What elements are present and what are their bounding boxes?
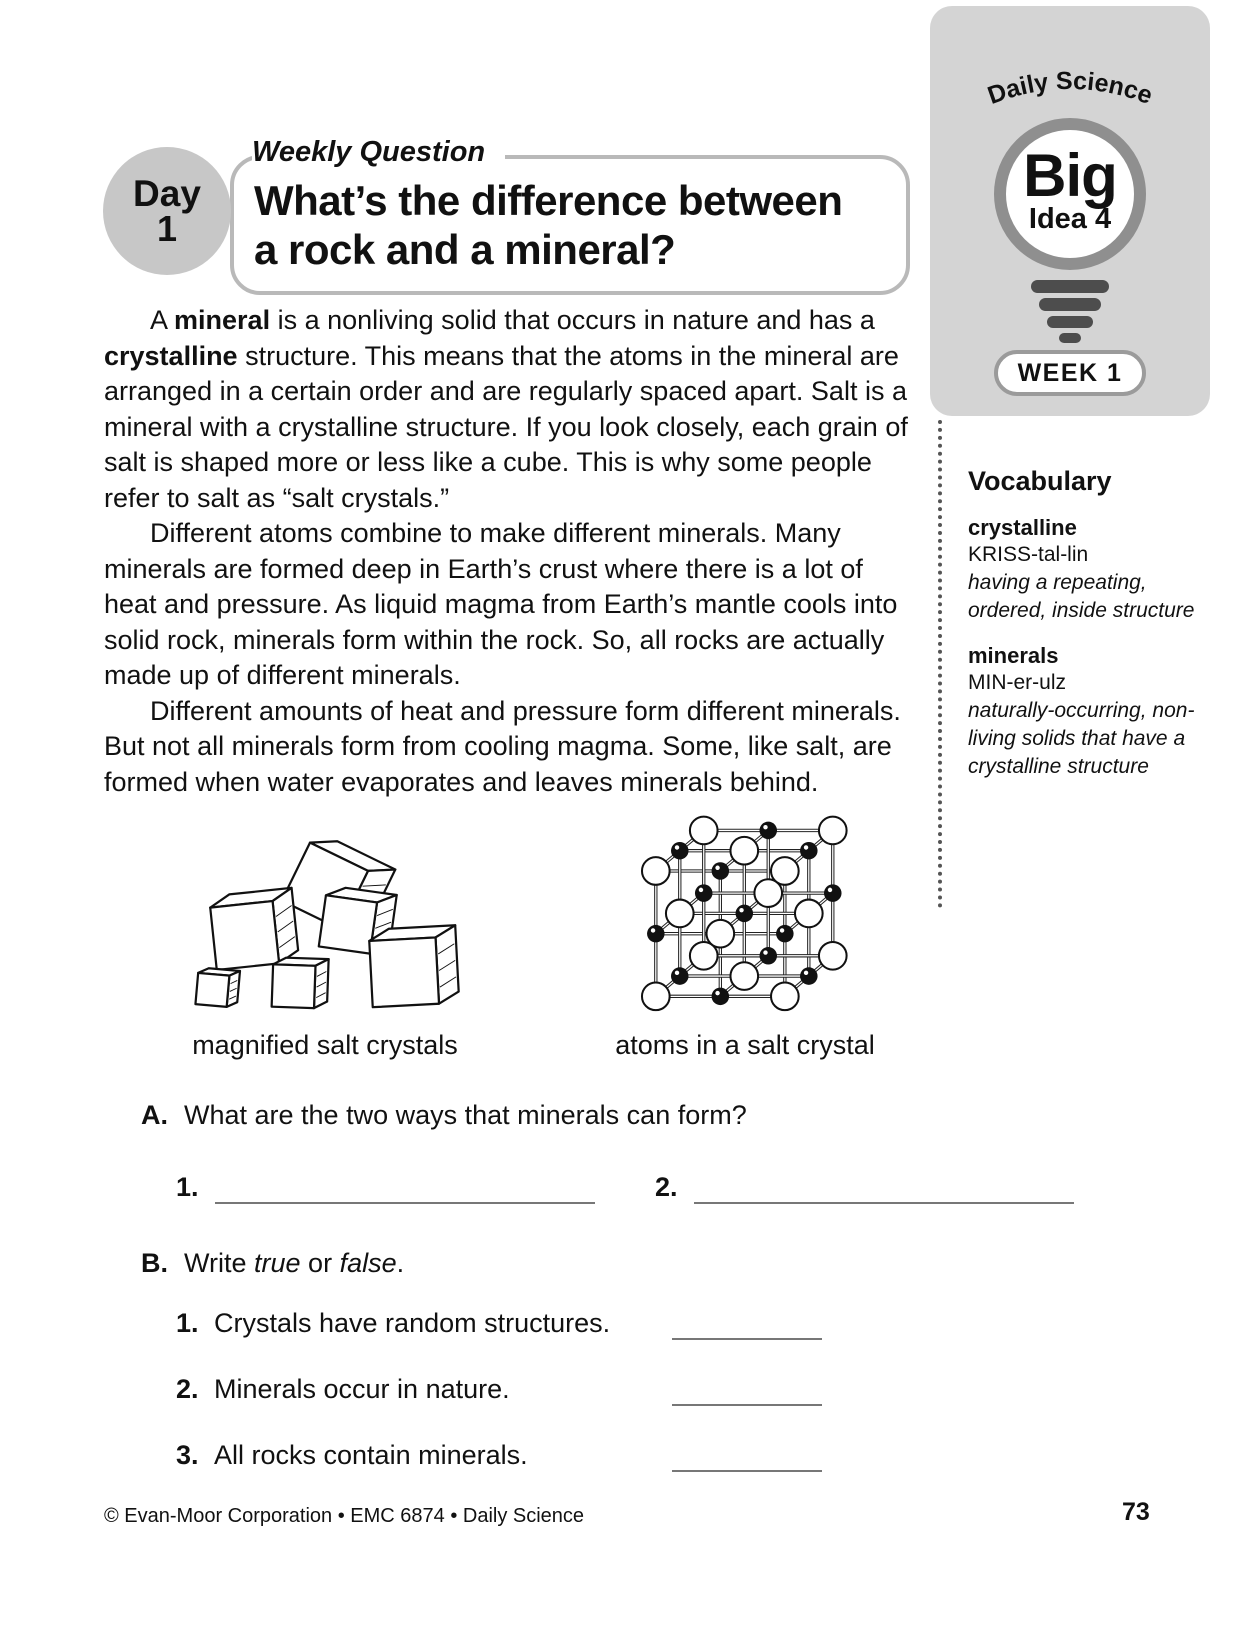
- dotted-divider: [938, 420, 942, 908]
- vocab-pronunciation: KRISS-tal-lin: [968, 543, 1089, 566]
- vocab-term: crystalline: [968, 515, 1077, 540]
- p1-bold-mineral: mineral: [174, 305, 271, 335]
- p1-text-3: structure. This means that the atoms in the mineral are arranged in a certain order and are regularly spaced apart. Salt is a mineral with a crystalline structure. If you look closely, each grain of salt is shaped more or less like a cube. This is why some people refer to salt as “salt crystals.”: [104, 340, 908, 513]
- svg-text:Daily Science: [984, 67, 1156, 110]
- paragraph-3: Different amounts of heat and pressure form different minerals. But not all minerals form from cooling magma. Some, like salt, are formed when water evaporates and leaves minerals behind.: [104, 695, 901, 797]
- vocabulary-sidebar: [968, 466, 1203, 781]
- item-number: 3.: [176, 1440, 199, 1470]
- footer-credit: © Evan-Moor Corporation • EMC 6874 • Daily Science: [104, 1505, 585, 1527]
- item-number: 1.: [176, 1308, 199, 1338]
- answer-2-label: 2.: [655, 1172, 678, 1202]
- paragraph-1: [104, 303, 908, 516]
- day-badge: [103, 147, 231, 275]
- salt-crystals-illustration: [182, 812, 468, 1024]
- lightbulb-icon: [930, 280, 1210, 343]
- question-b-text-2: or: [300, 1248, 340, 1278]
- vocab-entry-minerals: [968, 643, 1203, 781]
- item-text: Crystals have random structures.: [214, 1308, 611, 1338]
- week-badge: WEEK 1: [994, 350, 1146, 396]
- vocab-term: minerals: [968, 643, 1059, 668]
- true-false-blank-1[interactable]: [672, 1308, 822, 1340]
- p1-text-1: A: [150, 305, 175, 335]
- vocab-definition: having a repeating, ordered, inside structure: [968, 571, 1195, 622]
- question-a-label: A.: [141, 1100, 168, 1130]
- figures-row: [130, 812, 910, 1061]
- page-title: [254, 176, 842, 274]
- weekly-question-label: Weekly Question: [252, 136, 505, 173]
- figure-salt-crystals: [130, 812, 520, 1061]
- big-word: Big: [1023, 142, 1117, 209]
- answer-1-blank[interactable]: [215, 1172, 595, 1204]
- question-b-text-1: Write: [184, 1248, 255, 1278]
- day-number: 1: [156, 208, 178, 249]
- question-a-text: What are the two ways that minerals can form?: [184, 1100, 747, 1130]
- page-number: 73: [1122, 1498, 1150, 1526]
- vocabulary-heading: Vocabulary: [968, 466, 1112, 496]
- daily-science-arch: [940, 48, 1200, 128]
- question-b: [141, 1248, 404, 1279]
- article-text: [104, 303, 908, 800]
- day-label: Day: [133, 173, 201, 214]
- p1-text-2: is a nonliving solid that occurs in nature and has a: [270, 305, 875, 335]
- salt-atoms-illustration: [630, 812, 860, 1024]
- vocab-definition: naturally-occurring, non-living solids that have a crystalline structure: [968, 699, 1195, 778]
- paragraph-2: Different atoms combine to make different minerals. Many minerals are formed deep in Earth’s crust where there is a lot of heat and pressure. As liquid magma from Earth’s mantle cools into solid rock, minerals form within the rock. So, all rocks are actually made up of different minerals.: [104, 518, 898, 690]
- vocab-pronunciation: MIN-er-ulz: [968, 671, 1066, 694]
- question-b-text-3: .: [396, 1248, 405, 1278]
- true-false-item-1: [176, 1308, 976, 1344]
- title-line-2: a rock and a mineral?: [254, 226, 676, 273]
- true-false-blank-2[interactable]: [672, 1374, 822, 1406]
- question-b-italic-false: false: [339, 1248, 397, 1278]
- answer-1-label: 1.: [176, 1172, 199, 1202]
- vocab-entry-crystalline: [968, 515, 1203, 625]
- question-a: [141, 1100, 747, 1131]
- answer-2-blank[interactable]: [694, 1172, 1074, 1204]
- figure-salt-atoms: [580, 812, 910, 1061]
- big-idea-panel: [930, 6, 1210, 416]
- question-b-label: B.: [141, 1248, 168, 1278]
- true-false-item-2: [176, 1374, 976, 1410]
- idea-number: Idea 4: [1028, 203, 1112, 235]
- true-false-item-3: [176, 1440, 976, 1476]
- figure-caption-left: magnified salt crystals: [192, 1030, 458, 1060]
- item-text: All rocks contain minerals.: [214, 1440, 528, 1470]
- true-false-blank-3[interactable]: [672, 1440, 822, 1472]
- figure-caption-right: atoms in a salt crystal: [615, 1030, 875, 1060]
- p1-bold-crystalline: crystalline: [104, 340, 238, 371]
- item-number: 2.: [176, 1374, 199, 1404]
- question-b-italic-true: true: [254, 1248, 301, 1278]
- big-idea-circle: [994, 118, 1146, 270]
- title-line-1: What’s the difference between: [254, 177, 843, 224]
- item-text: Minerals occur in nature.: [214, 1374, 510, 1404]
- daily-science-brand: Daily Science: [984, 66, 1157, 110]
